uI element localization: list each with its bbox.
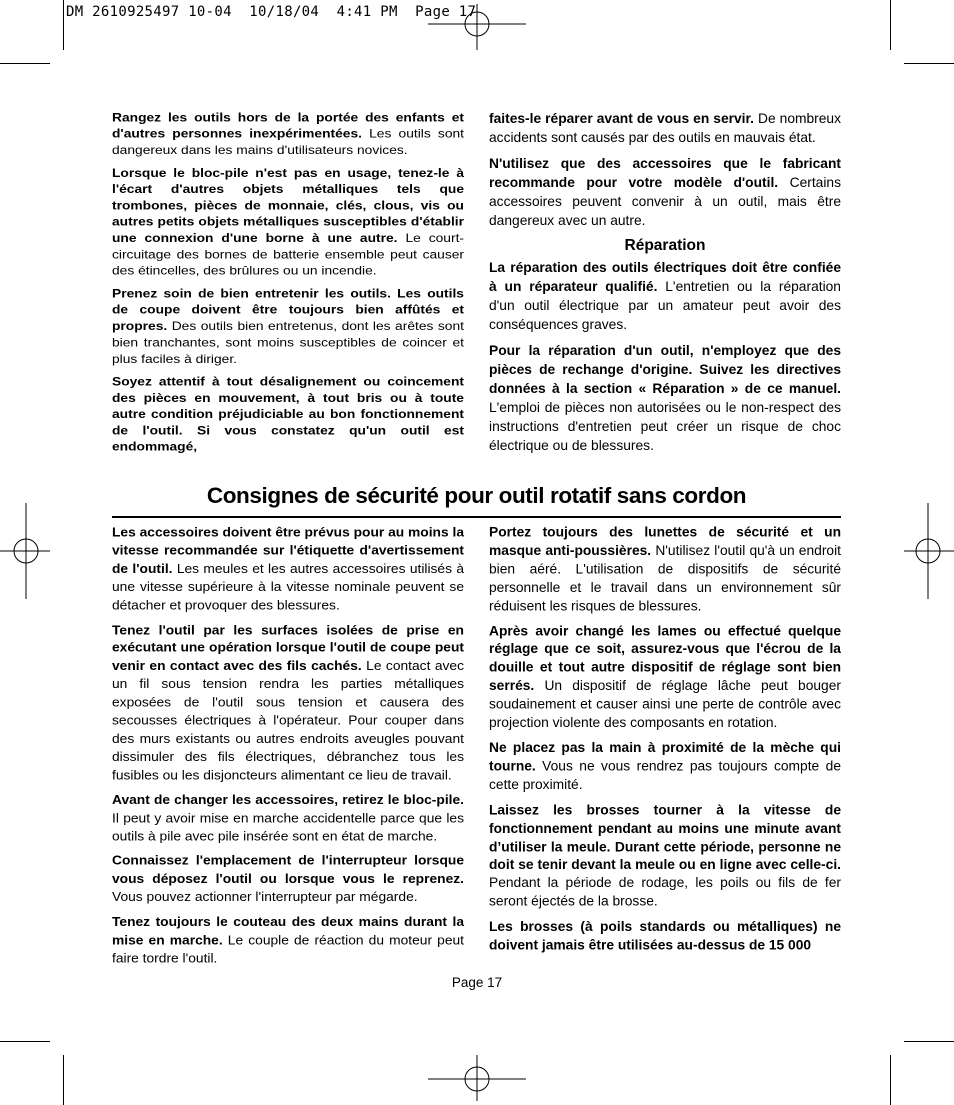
section-title: Consignes de sécurité pour outil rotatif sans cordon: [206, 483, 747, 508]
paragraph: Rangez les outils hors de la portée des enfants et d'autres personnes inexpérimentées. Les outils sont dangereux dans les mains d'utilisateurs novices.: [112, 110, 465, 157]
paragraph: Avant de changer les accessoires, retirez le bloc-pile. Il peut y avoir mise en marche accidentelle parce que les outils à pile avec pile insérée sont en état de marche.: [112, 792, 464, 844]
paragraph: Les brosses (à poils standards ou métalliques) ne doivent jamais être utilisées au-dessus de 15 000: [489, 919, 841, 953]
paragraph: Laissez les brosses tourner à la vitesse de fonctionnement pendant au moins une minute avant d’utiliser la meule. Durant cette période, personne ne doit se tenir devant la meule ou en ligne avec celle-ci. Pendant la période de rodage, les poils ou fils de fer seront éjectés de la brosse.: [489, 802, 841, 909]
paragraph: Les accessoires doivent être prévus pour au moins la vitesse recommandée sur l'étiquette d'avertissement de l'outil. Les meules et les autres accessoires utilisés à une vitesse supérieure à la vitesse nominale peuvent se détacher et provoquer des blessures.: [112, 524, 464, 612]
paragraph: Tenez l'outil par les surfaces isolées de prise en exécutant une opération lorsque l'outil de coupe peut venir en contact avec des fils cachés. Le contact avec un fil sous tension rendra les parties métalliques exposées de l'outil sous tension et causera des secousses électriques à l'opérateur. Pour couper dans des murs existants ou autres endroits aveugles pouvant dissimuler des fils électriques, débranchez tous les fusibles ou les disjoncteurs alimentant ce lieu de travail.: [112, 622, 464, 782]
paragraph: faites-le réparer avant de vous en servir. De nombreux accidents sont causés par des outils en mauvais état.: [489, 111, 842, 145]
paragraph: N'utilisez que des accessoires que le fabricant recommande pour votre modèle d'outil. Certains accessoires peuvent convenir à un outil, mais être dangereux avec un autre.: [489, 155, 841, 228]
paragraph: Prenez soin de bien entretenir les outils. Les outils de coupe doivent être toujours bien affûtés et propres. Des outils bien entretenus, dont les arêtes sont bien tranchantes, sont moins susceptibles de coincer et plus faciles à diriger.: [112, 286, 464, 366]
column-1: [112, 110, 464, 462]
paragraph: Soyez attentif à tout désalignement ou coincement des pièces en mouvement, à tout bris ou à toute autre condition préjudiciable au bon fonctionnement de l'outil. Si vous constatez qu'un outil est endommagé,: [112, 374, 464, 454]
column-3: [112, 524, 464, 975]
section-subheading: Réparation: [624, 237, 706, 255]
column-2: [489, 110, 841, 462]
paragraph: Lorsque le bloc-pile n'est pas en usage, tenez-le à l'écart d'autres objets métalliques tels que trombones, pièces de monnaie, clés, clous, vis ou autres petits objets métalliques susceptibles d'établir une connexion d'une borne à une autre. Le court-circuitage des bornes de batterie ensemble peut causer des étincelles, des brûlures ou un incendie.: [112, 166, 464, 278]
paragraph: Ne placez pas la main à proximité de la mèche qui tourne. Vous ne vous rendrez pas toujours compte de cette proximité.: [489, 740, 841, 792]
title-underline: [112, 516, 841, 518]
paragraph: La réparation des outils électriques doit être confiée à un réparateur qualifié. L'entretien ou la réparation d'un outil électrique par un amateur peut avoir des conséquences graves.: [489, 260, 841, 333]
column-4: [489, 524, 841, 962]
page-number: Page 17: [451, 975, 503, 990]
paragraph: Tenez toujours le couteau des deux mains durant la mise en marche. Le couple de réaction du moteur peut faire tordre l'outil.: [112, 914, 465, 966]
paragraph: Pour la réparation d'un outil, n'employez que des pièces de rechange d'origine. Suivez les directives données à la section « Réparation » de ce manuel. L'emploi de pièces non autorisées ou le non-respect des instructions d'entretien peut créer un risque de choc électrique ou de blessures.: [489, 342, 841, 453]
paragraph: Connaissez l'emplacement de l'interrupteur lorsque vous déposez l'outil ou lorsque vous le reprenez. Vous pouvez actionner l'interrupteur par mégarde.: [112, 853, 464, 905]
print-slug: DM 2610925497 10-04 10/18/04 4:41 PM Page 17: [66, 4, 477, 20]
paragraph: Portez toujours des lunettes de sécurité et un masque anti-poussières. N'utilisez l'outil qu'à un endroit bien aéré. L'utilisation de dispositifs de sécurité personnelle et le travail dans un environnement sûr réduisent les risques de blessures.: [489, 524, 841, 613]
paragraph: Après avoir changé les lames ou effectué quelque réglage que ce soit, assurez-vous que l'écrou de la douille et tout autre dispositif de réglage sont bien serrés. Un dispositif de réglage lâche peut bouger soudainement et causer ainsi une perte de contrôle avec projection violente des composants en rotation.: [489, 623, 841, 730]
